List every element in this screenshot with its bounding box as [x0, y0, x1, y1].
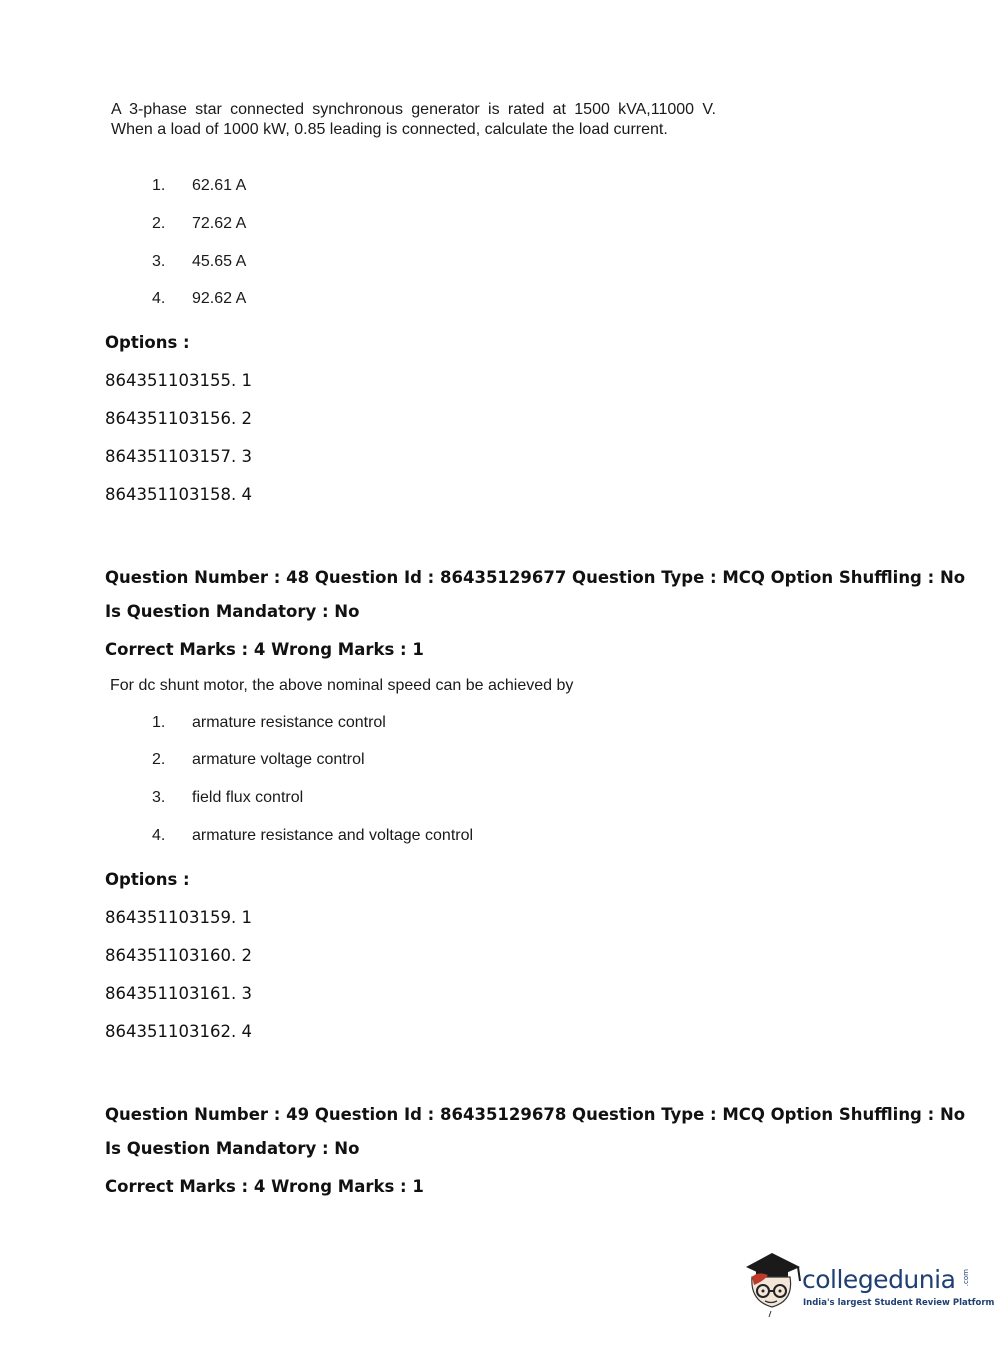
q48-choice-3-text: field flux control [192, 789, 304, 806]
q48-option-id-4: 864351103162. 4 [105, 1022, 252, 1041]
q47-choice-2-text: 72.62 A [192, 215, 247, 232]
q48-option-id-1: 864351103159. 1 [105, 908, 252, 927]
q49-marks: Correct Marks : 4 Wrong Marks : 1 [105, 1177, 424, 1196]
q48-mandatory: Is Question Mandatory : No [105, 602, 360, 621]
q48-choice-1-text: armature resistance control [192, 714, 386, 731]
question-47-text: A 3-phase star connected synchronous generator is rated at 1500 kVA,11000 V. When a load of 1000 kW, 0.85 leading is connected, calculate the load current. [111, 101, 716, 138]
logo-dotcom: .com [962, 1269, 970, 1287]
q47-options-label: Options : [105, 333, 190, 352]
question-48-text: For dc shunt motor, the above nominal speed can be achieved by [110, 677, 574, 694]
q48-options-label: Options : [105, 870, 190, 889]
logo-tagline: India's largest Student Review Platform [803, 1298, 995, 1308]
q48-choice-4-number: 4. [152, 827, 166, 844]
q47-option-id-1: 864351103155. 1 [105, 371, 252, 390]
q48-marks: Correct Marks : 4 Wrong Marks : 1 [105, 640, 424, 659]
q47-choice-3-text: 45.65 A [192, 253, 247, 270]
q48-choice-2-number: 2. [152, 751, 166, 768]
q48-choice-3-number: 3. [152, 789, 166, 806]
q48-choice-2-text: armature voltage control [192, 751, 365, 768]
q47-choice-1-number: 1. [152, 177, 166, 194]
mascot-icon [738, 1245, 804, 1320]
logo-wordmark: collegedunia [802, 1265, 956, 1294]
q47-choice-3-number: 3. [152, 253, 166, 270]
q47-option-id-4: 864351103158. 4 [105, 485, 252, 504]
q48-option-id-3: 864351103161. 3 [105, 984, 252, 1003]
q47-option-id-2: 864351103156. 2 [105, 409, 252, 428]
q49-header: Question Number : 49 Question Id : 86435129678 Question Type : MCQ Option Shuffling : No [105, 1105, 966, 1124]
collegedunia-logo [738, 1245, 995, 1320]
q48-choice-1-number: 1. [152, 714, 166, 731]
q48-header: Question Number : 48 Question Id : 86435129677 Question Type : MCQ Option Shuffling : No [105, 568, 966, 587]
q47-choice-1-text: 62.61 A [192, 177, 247, 194]
q49-mandatory: Is Question Mandatory : No [105, 1139, 360, 1158]
q47-option-id-3: 864351103157. 3 [105, 447, 252, 466]
q48-option-id-2: 864351103160. 2 [105, 946, 252, 965]
q47-choice-2-number: 2. [152, 215, 166, 232]
q47-choice-4-text: 92.62 A [192, 290, 247, 307]
q48-choice-4-text: armature resistance and voltage control [192, 827, 474, 844]
q47-choice-4-number: 4. [152, 290, 166, 307]
